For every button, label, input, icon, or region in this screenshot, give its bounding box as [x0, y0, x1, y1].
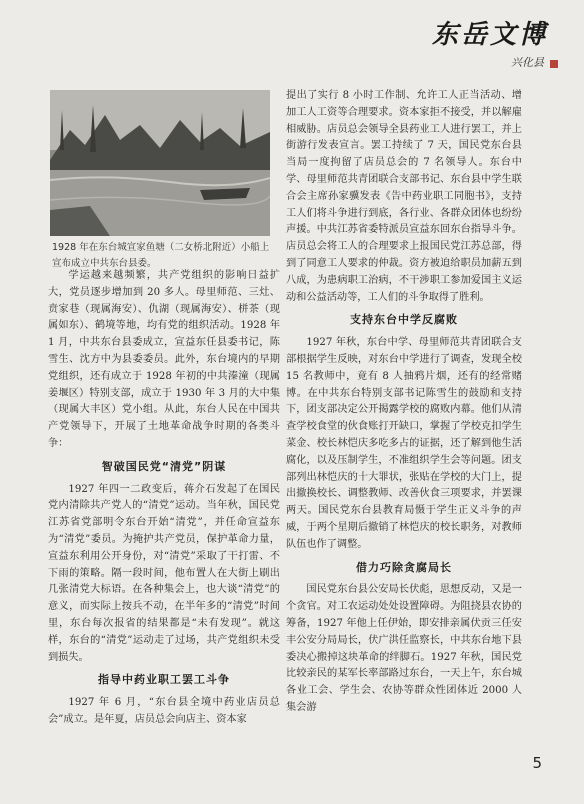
masthead — [428, 14, 558, 72]
section-heading: 支持东台中学反腐败 — [350, 313, 458, 327]
right-column — [286, 88, 522, 717]
photo-caption: 1928 年在东台城宣家鱼塘（二女桥北附近）小船上宣布成立中共东台县委。 — [52, 242, 270, 269]
section-heading: 借力巧除贪腐局长 — [356, 560, 452, 574]
section-paragraph: 1927 年 6 月，“东台县全境中药业店员总会”成立。是年夏，店员总会向店主、资本家 — [48, 697, 280, 725]
masthead-title: 东岳文博 — [431, 20, 548, 50]
intro-paragraph: 学运越来越频繁，共产党组织的影响日益扩大，党员逐步增加到 20 多人。母里师范、三灶、贲家巷（现属海安）、仇湖（现属海安）、栟茶（现属如东）、鹤境等地，均有党的组织活动。1928 年 1 月，中共东台县委成立，宣益东任县委书记，陈雪生、沈方中为县委委员。此外，东台境内的早期党组织，还有成立于 1928 年初的中共溱潼（现属姜堰区）特别支部，成立于 1930 年 3 月的大中集（现属大丰区）党小组。从此，东台人民在中国共产党领导下，开展了土地革命战争时期的各类斗争： — [48, 270, 280, 449]
left-column — [48, 268, 280, 729]
section-paragraph: 1927 年四一二政变后，蒋介石发起了在国民党内清除共产党人的“清党”运动。当年秋，国民党江苏省党部明令东台开始“清党”，并任命宣益东为“清党”委员。为掩护共产党员，保护革命力量，宣益东利用公开身份，对“清党”采取了干打雷、不下雨的策略。隔一段时间，他布置人在大街上刷出几张清党大标语。在各种集会上，也大谈“清党”的意义，而实际上按兵不动，在半年多的“清党”时间里，东台每次报省的结果都是“未有发现”。就这样，东台的“清党”运动走了过场，共产党组织未受到损失。 — [48, 483, 280, 663]
red-seal-icon — [550, 60, 558, 68]
historical-photo — [50, 90, 270, 236]
page-number: 5 — [532, 754, 542, 772]
section-paragraph: 1927 年秋，东台中学、母里师范共青团联合支部根据学生反映，对东台中学进行了调查，发现全校 15 名教师中，竟有 8 人抽鸦片烟，还有的经常赌博。在中共东台特别支部书记陈雪生的鼓励和支持下，团支部决定公开揭露学校的腐败内幕。他们从清查学校食堂的伙食账打开缺口，掌握了学校克扣学生菜金、校长林恺庆多吃多占的证据，还了解到他生活腐化，以及压制学生，不准组织学生会等问题。团支部列出林恺庆的十大罪状，张贴在学校的大门上，提出撤换校长、调整教师、改善伙食三项要求，并罢课两天。国民党东台县教育局慑于学生正义斗争的声威，于两个星期后撤销了林恺庆的校长职务，对教师队伍也作了调整。 — [286, 337, 522, 550]
section-heading: 指导中药业职工罢工斗争 — [98, 673, 230, 687]
section-heading: 智破国民党“清党”阴谋 — [101, 459, 227, 473]
continued-paragraph: 提出了实行 8 小时工作制、允许工人正当活动、增加工人工资等合理要求。资本家拒不接受，并以解雇相威胁。店员总会领导全县药业工人进行罢工，并上街游行发表宣言。罢工持续了 7 天，国民党东台县当局一度拘留了店员总会的 7 名领导人。东台中学、母里师范共青团联合支部书记、东台县中学生联合会主席孙家骥发表《告中药业职工同胞书》，支持工人们将斗争进行到底，各行业、各群众团体也纷纷声援。中共江苏省委特派员宣益东回东台指导斗争。店员总会将工人的合理要求上报国民党江苏总部，得到了同意工人要求的仲裁。资方被迫给职员加薪五到八成，为患病职工治病，不干涉职工参加爱国主义运动和公益活动等，工人们的斗争取得了胜利。 — [286, 90, 522, 303]
masthead-signature: 兴化县 — [511, 56, 544, 69]
section-paragraph: 国民党东台县公安局长伏彪，思想反动，又是一个贪官。对工农运动处处设置障碍。为阻挠县农协的筹备，1927 年他上任伊始，即安排亲属伏贡三任安丰公安分局局长，伏广洪任监察长，中共东台地下县委决心搬掉这块革命的绊脚石。1927 年秋，国民党比较亲民的某军长率部路过东台，一天上午，东台城各业工会、学生会、农协等群众性团体近 2000 人集会游 — [286, 584, 522, 713]
